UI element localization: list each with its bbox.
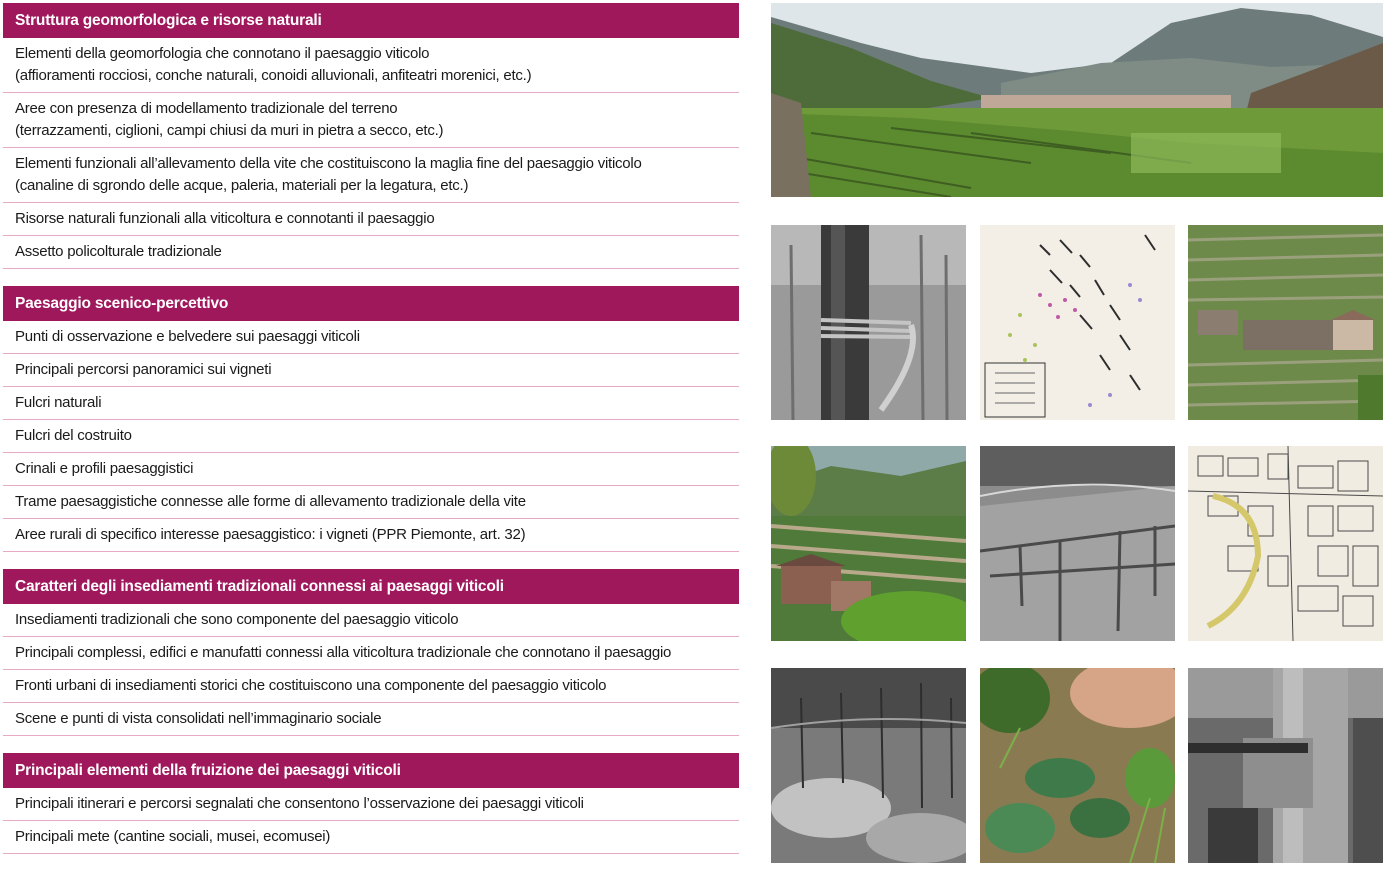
- item-text: Crinali e profili paesaggistici: [15, 460, 194, 477]
- item-text: Fulcri del costruito: [15, 427, 132, 444]
- item-text: Principali itinerari e percorsi segnalati che consentono l’osservazione dei paesaggi viticoli: [15, 795, 584, 812]
- list-item: [3, 453, 739, 486]
- list-item: [3, 821, 739, 854]
- photo-gallery: [771, 0, 1383, 866]
- terraced-village-photo: [1188, 225, 1383, 420]
- list-item: [3, 321, 739, 354]
- item-text: Principali mete (cantine sociali, musei, ecomusei): [15, 828, 331, 845]
- list-item: [3, 604, 739, 637]
- item-subtext: (affioramenti rocciosi, conche naturali, conoidi alluvionali, anfiteatri morenici, etc.): [15, 67, 532, 84]
- list-item: [3, 148, 739, 203]
- list-item: [3, 93, 739, 148]
- item-text: Fulcri naturali: [15, 394, 102, 411]
- list-item: [3, 703, 739, 736]
- section-2: [3, 286, 739, 552]
- section-title: Principali elementi della fruizione dei paesaggi viticoli: [3, 753, 739, 788]
- item-text: Assetto policolturale tradizionale: [15, 243, 222, 260]
- list-item: [3, 354, 739, 387]
- section-1: [3, 3, 739, 269]
- item-text: Fronti urbani di insediamenti storici che costituiscono una componente del paesaggio viticolo: [15, 677, 607, 694]
- vine-trunk-binding-bw-photo: [771, 225, 966, 420]
- list-item: [3, 203, 739, 236]
- item-subtext: (canaline di sgrondo delle acque, paleria, materiali per la legatura, etc.): [15, 177, 469, 194]
- list-item: [3, 38, 739, 93]
- item-text: Principali complessi, edifici e manufatti connessi alla viticoltura tradizionale che connotano il paesaggio: [15, 644, 672, 661]
- feature-list-panel: [3, 3, 739, 871]
- item-text: Elementi della geomorfologia che connotano il paesaggio viticolo: [15, 45, 430, 62]
- list-item: [3, 637, 739, 670]
- list-item: [3, 486, 739, 519]
- item-text: Aree rurali di specifico interesse paesaggistico: i vigneti (PPR Piemonte, art. 32): [15, 526, 526, 543]
- list-item: [3, 788, 739, 821]
- pergola-vineyard-bw-photo: [980, 446, 1175, 641]
- item-text: Elementi funzionali all’allevamento della vite che costituiscono la maglia fine del paesaggio viticolo: [15, 155, 642, 172]
- item-text: Scene e punti di vista consolidati nell’immaginario sociale: [15, 710, 382, 727]
- item-text: Aree con presenza di modellamento tradizionale del terreno: [15, 100, 398, 117]
- item-subtext: (terrazzamenti, ciglioni, campi chiusi da muri in pietra a secco, etc.): [15, 122, 444, 139]
- terraced-hillside-photo: [771, 446, 966, 641]
- section-title: Paesaggio scenico-percettivo: [3, 286, 739, 321]
- hand-weeding-plants-photo: [980, 668, 1175, 863]
- list-item: [3, 519, 739, 552]
- list-item: [3, 236, 739, 269]
- section-title: Struttura geomorfologica e risorse naturali: [3, 3, 739, 38]
- item-text: Risorse naturali funzionali alla viticoltura e connotanti il paesaggio: [15, 210, 435, 227]
- section-4: [3, 753, 739, 854]
- section-3: [3, 569, 739, 736]
- list-item: [3, 670, 739, 703]
- item-text: Insediamenti tradizionali che sono componente del paesaggio viticolo: [15, 611, 459, 628]
- stakes-rocks-bw-photo: [771, 668, 966, 863]
- item-text: Punti di osservazione e belvedere sui paesaggi viticoli: [15, 328, 360, 345]
- section-title: Caratteri degli insediamenti tradizionali connessi ai paesaggi viticoli: [3, 569, 739, 604]
- list-item: [3, 387, 739, 420]
- stone-pillar-bw-photo: [1188, 668, 1383, 863]
- item-text: Trame paesaggistiche connesse alle forme di allevamento tradizionale della vite: [15, 493, 526, 510]
- historic-cadastral-map-photo: [1188, 446, 1383, 641]
- valley-vineyard-panorama-photo: [771, 3, 1383, 197]
- list-item: [3, 420, 739, 453]
- item-text: Principali percorsi panoramici sui vigneti: [15, 361, 272, 378]
- hand-drawn-vineyard-map-photo: [980, 225, 1175, 420]
